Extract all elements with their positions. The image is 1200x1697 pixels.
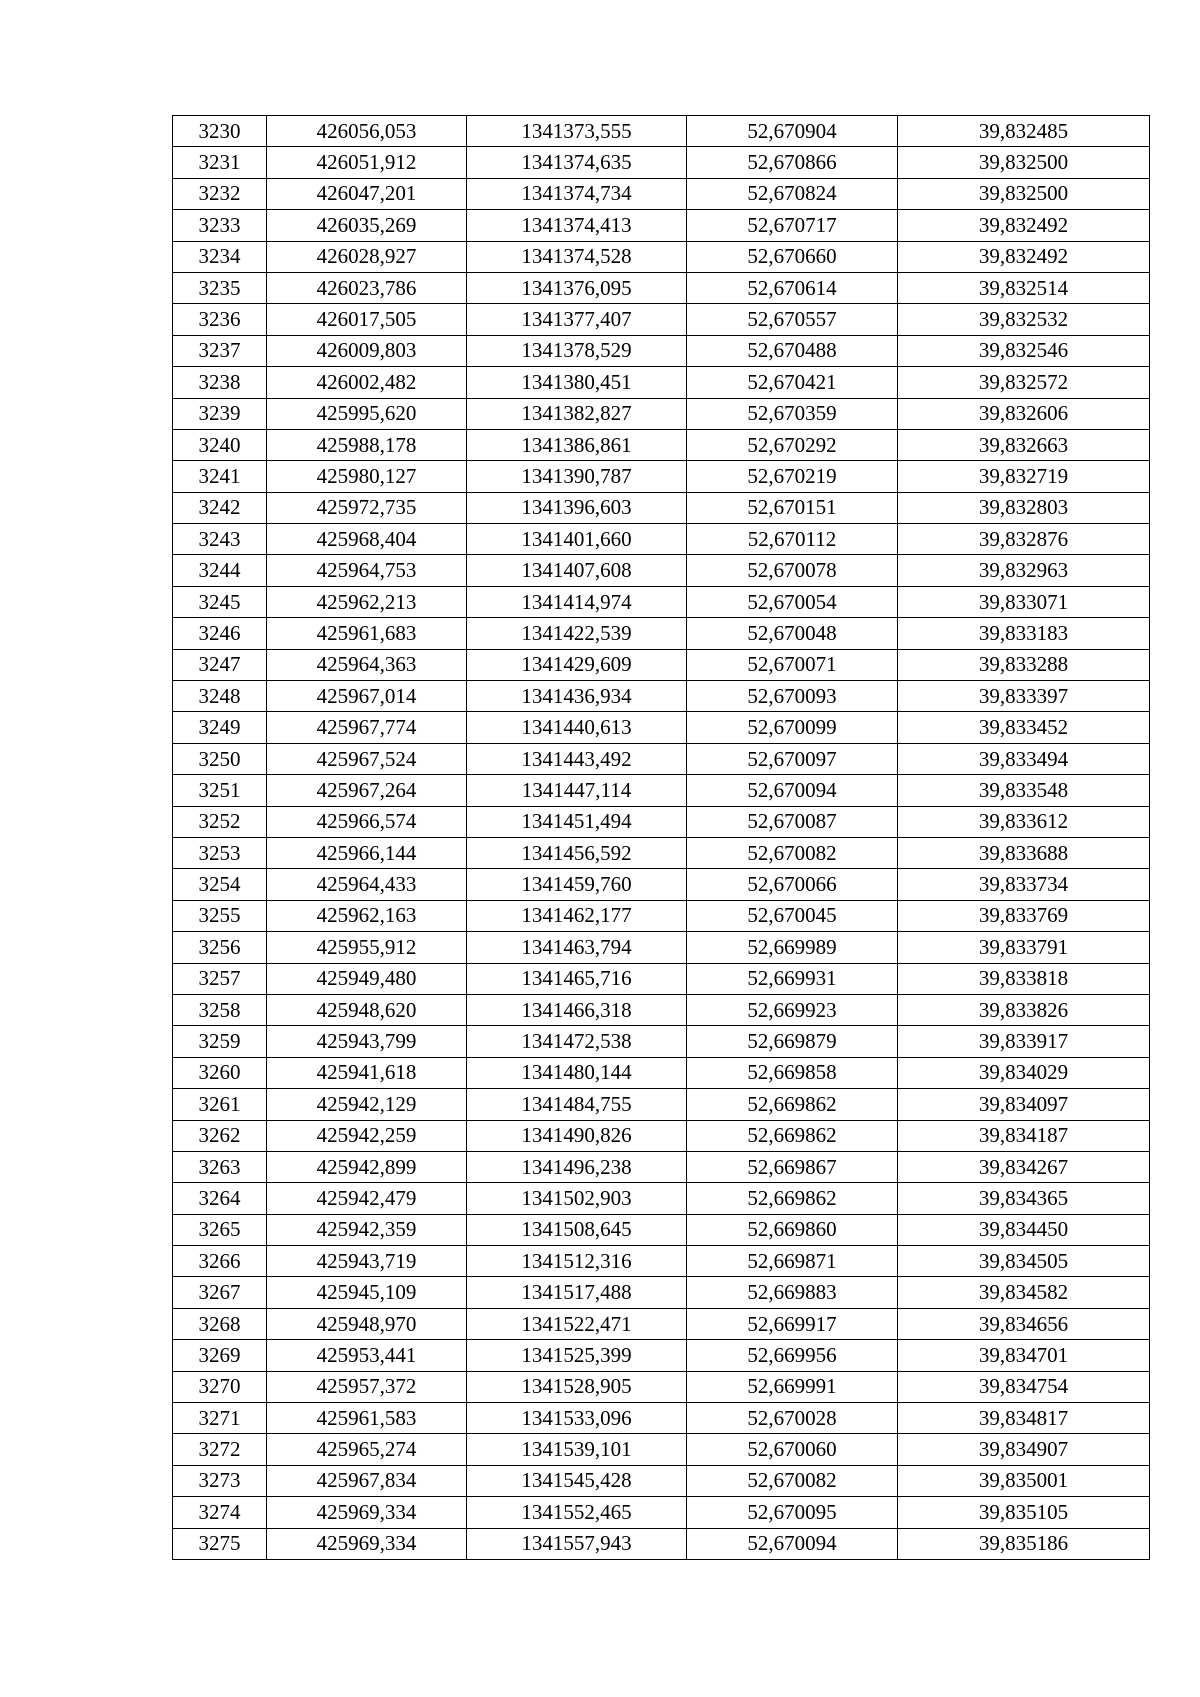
y-coordinate-cell: 1341443,492 [467,743,687,774]
y-coordinate-cell: 1341380,451 [467,367,687,398]
longitude-cell: 39,833288 [898,649,1150,680]
latitude-cell: 52,670099 [687,712,898,743]
y-coordinate-cell: 1341390,787 [467,461,687,492]
point-number-cell: 3262 [173,1120,267,1151]
longitude-cell: 39,835105 [898,1497,1150,1528]
latitude-cell: 52,670359 [687,398,898,429]
x-coordinate-cell: 425949,480 [267,963,467,994]
point-number-cell: 3241 [173,461,267,492]
table-row [173,178,1150,209]
x-coordinate-cell: 425966,574 [267,806,467,837]
longitude-cell: 39,834754 [898,1371,1150,1402]
table-row [173,900,1150,931]
latitude-cell: 52,669991 [687,1371,898,1402]
x-coordinate-cell: 425941,618 [267,1057,467,1088]
x-coordinate-cell: 425948,620 [267,994,467,1025]
longitude-cell: 39,834097 [898,1089,1150,1120]
table-row [173,649,1150,680]
table-row [173,1120,1150,1151]
longitude-cell: 39,834817 [898,1403,1150,1434]
latitude-cell: 52,669867 [687,1151,898,1182]
y-coordinate-cell: 1341502,903 [467,1183,687,1214]
latitude-cell: 52,670048 [687,618,898,649]
table-row [173,367,1150,398]
x-coordinate-cell: 425988,178 [267,429,467,460]
longitude-cell: 39,834365 [898,1183,1150,1214]
point-number-cell: 3274 [173,1497,267,1528]
table-row [173,524,1150,555]
point-number-cell: 3270 [173,1371,267,1402]
latitude-cell: 52,670866 [687,147,898,178]
longitude-cell: 39,833769 [898,900,1150,931]
y-coordinate-cell: 1341517,488 [467,1277,687,1308]
x-coordinate-cell: 426002,482 [267,367,467,398]
table-row [173,210,1150,241]
point-number-cell: 3232 [173,178,267,209]
latitude-cell: 52,670082 [687,1465,898,1496]
x-coordinate-cell: 425961,683 [267,618,467,649]
longitude-cell: 39,833734 [898,869,1150,900]
point-number-cell: 3242 [173,492,267,523]
y-coordinate-cell: 1341373,555 [467,116,687,147]
y-coordinate-cell: 1341490,826 [467,1120,687,1151]
longitude-cell: 39,832876 [898,524,1150,555]
y-coordinate-cell: 1341552,465 [467,1497,687,1528]
y-coordinate-cell: 1341484,755 [467,1089,687,1120]
y-coordinate-cell: 1341539,101 [467,1434,687,1465]
latitude-cell: 52,670614 [687,272,898,303]
longitude-cell: 39,834450 [898,1214,1150,1245]
latitude-cell: 52,670219 [687,461,898,492]
longitude-cell: 39,832500 [898,178,1150,209]
longitude-cell: 39,834029 [898,1057,1150,1088]
point-number-cell: 3267 [173,1277,267,1308]
table-row [173,1465,1150,1496]
x-coordinate-cell: 425967,524 [267,743,467,774]
table-row [173,1277,1150,1308]
point-number-cell: 3265 [173,1214,267,1245]
latitude-cell: 52,670078 [687,555,898,586]
latitude-cell: 52,670060 [687,1434,898,1465]
table-row [173,869,1150,900]
point-number-cell: 3248 [173,681,267,712]
table-row [173,963,1150,994]
y-coordinate-cell: 1341463,794 [467,932,687,963]
x-coordinate-cell: 425962,213 [267,586,467,617]
table-row [173,398,1150,429]
y-coordinate-cell: 1341429,609 [467,649,687,680]
point-number-cell: 3252 [173,806,267,837]
table-row [173,1057,1150,1088]
x-coordinate-cell: 426035,269 [267,210,467,241]
longitude-cell: 39,832719 [898,461,1150,492]
y-coordinate-cell: 1341374,734 [467,178,687,209]
latitude-cell: 52,670071 [687,649,898,680]
longitude-cell: 39,834505 [898,1246,1150,1277]
point-number-cell: 3234 [173,241,267,272]
y-coordinate-cell: 1341522,471 [467,1308,687,1339]
table-row [173,1308,1150,1339]
x-coordinate-cell: 425943,719 [267,1246,467,1277]
y-coordinate-cell: 1341508,645 [467,1214,687,1245]
y-coordinate-cell: 1341528,905 [467,1371,687,1402]
y-coordinate-cell: 1341382,827 [467,398,687,429]
table-row [173,1151,1150,1182]
y-coordinate-cell: 1341376,095 [467,272,687,303]
x-coordinate-cell: 425964,363 [267,649,467,680]
point-number-cell: 3235 [173,272,267,303]
longitude-cell: 39,833548 [898,775,1150,806]
table-row [173,586,1150,617]
longitude-cell: 39,832572 [898,367,1150,398]
latitude-cell: 52,670824 [687,178,898,209]
y-coordinate-cell: 1341447,114 [467,775,687,806]
latitude-cell: 52,669858 [687,1057,898,1088]
latitude-cell: 52,670557 [687,304,898,335]
latitude-cell: 52,669989 [687,932,898,963]
x-coordinate-cell: 425995,620 [267,398,467,429]
longitude-cell: 39,832514 [898,272,1150,303]
x-coordinate-cell: 425948,970 [267,1308,467,1339]
table-row [173,712,1150,743]
table-row [173,1340,1150,1371]
point-number-cell: 3238 [173,367,267,398]
longitude-cell: 39,832532 [898,304,1150,335]
x-coordinate-cell: 426056,053 [267,116,467,147]
y-coordinate-cell: 1341401,660 [467,524,687,555]
table-row [173,1497,1150,1528]
latitude-cell: 52,670097 [687,743,898,774]
table-row [173,994,1150,1025]
y-coordinate-cell: 1341456,592 [467,837,687,868]
y-coordinate-cell: 1341533,096 [467,1403,687,1434]
x-coordinate-cell: 426051,912 [267,147,467,178]
table-row [173,837,1150,868]
point-number-cell: 3264 [173,1183,267,1214]
point-number-cell: 3266 [173,1246,267,1277]
coordinates-table-body [173,116,1150,1560]
latitude-cell: 52,669879 [687,1026,898,1057]
y-coordinate-cell: 1341377,407 [467,304,687,335]
table-row [173,1528,1150,1559]
x-coordinate-cell: 425969,334 [267,1528,467,1559]
x-coordinate-cell: 425964,433 [267,869,467,900]
longitude-cell: 39,833818 [898,963,1150,994]
point-number-cell: 3251 [173,775,267,806]
table-row [173,147,1150,178]
point-number-cell: 3253 [173,837,267,868]
point-number-cell: 3258 [173,994,267,1025]
point-number-cell: 3269 [173,1340,267,1371]
longitude-cell: 39,832500 [898,147,1150,178]
y-coordinate-cell: 1341459,760 [467,869,687,900]
point-number-cell: 3231 [173,147,267,178]
longitude-cell: 39,832663 [898,429,1150,460]
table-row [173,1246,1150,1277]
x-coordinate-cell: 425964,753 [267,555,467,586]
table-row [173,241,1150,272]
x-coordinate-cell: 425967,834 [267,1465,467,1496]
point-number-cell: 3273 [173,1465,267,1496]
y-coordinate-cell: 1341451,494 [467,806,687,837]
table-row [173,492,1150,523]
point-number-cell: 3250 [173,743,267,774]
x-coordinate-cell: 425953,441 [267,1340,467,1371]
y-coordinate-cell: 1341407,608 [467,555,687,586]
table-row [173,1026,1150,1057]
point-number-cell: 3255 [173,900,267,931]
table-row [173,1434,1150,1465]
y-coordinate-cell: 1341378,529 [467,335,687,366]
x-coordinate-cell: 425942,359 [267,1214,467,1245]
longitude-cell: 39,832492 [898,241,1150,272]
latitude-cell: 52,670095 [687,1497,898,1528]
longitude-cell: 39,835186 [898,1528,1150,1559]
x-coordinate-cell: 425942,259 [267,1120,467,1151]
point-number-cell: 3259 [173,1026,267,1057]
y-coordinate-cell: 1341512,316 [467,1246,687,1277]
point-number-cell: 3263 [173,1151,267,1182]
latitude-cell: 52,669931 [687,963,898,994]
latitude-cell: 52,669860 [687,1214,898,1245]
table-row [173,1403,1150,1434]
y-coordinate-cell: 1341480,144 [467,1057,687,1088]
x-coordinate-cell: 425955,912 [267,932,467,963]
point-number-cell: 3268 [173,1308,267,1339]
latitude-cell: 52,670151 [687,492,898,523]
longitude-cell: 39,832606 [898,398,1150,429]
point-number-cell: 3272 [173,1434,267,1465]
latitude-cell: 52,669862 [687,1120,898,1151]
table-row [173,116,1150,147]
point-number-cell: 3233 [173,210,267,241]
x-coordinate-cell: 425961,583 [267,1403,467,1434]
y-coordinate-cell: 1341462,177 [467,900,687,931]
x-coordinate-cell: 425945,109 [267,1277,467,1308]
y-coordinate-cell: 1341545,428 [467,1465,687,1496]
x-coordinate-cell: 425967,014 [267,681,467,712]
longitude-cell: 39,834582 [898,1277,1150,1308]
point-number-cell: 3254 [173,869,267,900]
x-coordinate-cell: 425966,144 [267,837,467,868]
latitude-cell: 52,670094 [687,775,898,806]
longitude-cell: 39,832492 [898,210,1150,241]
y-coordinate-cell: 1341465,716 [467,963,687,994]
longitude-cell: 39,832803 [898,492,1150,523]
x-coordinate-cell: 425969,334 [267,1497,467,1528]
longitude-cell: 39,834701 [898,1340,1150,1371]
x-coordinate-cell: 426023,786 [267,272,467,303]
table-row [173,806,1150,837]
latitude-cell: 52,670717 [687,210,898,241]
longitude-cell: 39,834907 [898,1434,1150,1465]
x-coordinate-cell: 426017,505 [267,304,467,335]
latitude-cell: 52,669956 [687,1340,898,1371]
table-row [173,932,1150,963]
y-coordinate-cell: 1341422,539 [467,618,687,649]
latitude-cell: 52,669862 [687,1183,898,1214]
latitude-cell: 52,670054 [687,586,898,617]
point-number-cell: 3230 [173,116,267,147]
x-coordinate-cell: 425967,774 [267,712,467,743]
latitude-cell: 52,670112 [687,524,898,555]
point-number-cell: 3246 [173,618,267,649]
x-coordinate-cell: 425965,274 [267,1434,467,1465]
latitude-cell: 52,670421 [687,367,898,398]
point-number-cell: 3257 [173,963,267,994]
y-coordinate-cell: 1341396,603 [467,492,687,523]
longitude-cell: 39,835001 [898,1465,1150,1496]
latitude-cell: 52,670292 [687,429,898,460]
point-number-cell: 3236 [173,304,267,335]
longitude-cell: 39,833826 [898,994,1150,1025]
y-coordinate-cell: 1341496,238 [467,1151,687,1182]
longitude-cell: 39,834267 [898,1151,1150,1182]
table-row [173,335,1150,366]
point-number-cell: 3261 [173,1089,267,1120]
point-number-cell: 3260 [173,1057,267,1088]
table-row [173,1371,1150,1402]
longitude-cell: 39,833494 [898,743,1150,774]
y-coordinate-cell: 1341374,635 [467,147,687,178]
x-coordinate-cell: 425957,372 [267,1371,467,1402]
y-coordinate-cell: 1341386,861 [467,429,687,460]
latitude-cell: 52,670045 [687,900,898,931]
x-coordinate-cell: 425943,799 [267,1026,467,1057]
latitude-cell: 52,670028 [687,1403,898,1434]
longitude-cell: 39,833071 [898,586,1150,617]
point-number-cell: 3240 [173,429,267,460]
y-coordinate-cell: 1341472,538 [467,1026,687,1057]
point-number-cell: 3271 [173,1403,267,1434]
table-row [173,461,1150,492]
longitude-cell: 39,833688 [898,837,1150,868]
table-row [173,743,1150,774]
coordinates-table [172,115,1150,1560]
x-coordinate-cell: 425942,479 [267,1183,467,1214]
table-row [173,429,1150,460]
latitude-cell: 52,670093 [687,681,898,712]
point-number-cell: 3244 [173,555,267,586]
y-coordinate-cell: 1341557,943 [467,1528,687,1559]
longitude-cell: 39,832546 [898,335,1150,366]
latitude-cell: 52,670094 [687,1528,898,1559]
x-coordinate-cell: 425968,404 [267,524,467,555]
point-number-cell: 3275 [173,1528,267,1559]
latitude-cell: 52,669871 [687,1246,898,1277]
x-coordinate-cell: 426028,927 [267,241,467,272]
y-coordinate-cell: 1341440,613 [467,712,687,743]
table-row [173,618,1150,649]
point-number-cell: 3256 [173,932,267,963]
point-number-cell: 3237 [173,335,267,366]
longitude-cell: 39,834187 [898,1120,1150,1151]
point-number-cell: 3247 [173,649,267,680]
longitude-cell: 39,833917 [898,1026,1150,1057]
y-coordinate-cell: 1341374,413 [467,210,687,241]
longitude-cell: 39,833452 [898,712,1150,743]
latitude-cell: 52,670087 [687,806,898,837]
longitude-cell: 39,832485 [898,116,1150,147]
x-coordinate-cell: 425962,163 [267,900,467,931]
table-row [173,681,1150,712]
latitude-cell: 52,669923 [687,994,898,1025]
table-row [173,304,1150,335]
latitude-cell: 52,670082 [687,837,898,868]
table-row [173,775,1150,806]
latitude-cell: 52,670904 [687,116,898,147]
y-coordinate-cell: 1341374,528 [467,241,687,272]
x-coordinate-cell: 426047,201 [267,178,467,209]
x-coordinate-cell: 425942,899 [267,1151,467,1182]
longitude-cell: 39,833612 [898,806,1150,837]
y-coordinate-cell: 1341466,318 [467,994,687,1025]
point-number-cell: 3243 [173,524,267,555]
table-row [173,555,1150,586]
point-number-cell: 3245 [173,586,267,617]
latitude-cell: 52,670066 [687,869,898,900]
x-coordinate-cell: 426009,803 [267,335,467,366]
latitude-cell: 52,670660 [687,241,898,272]
longitude-cell: 39,833397 [898,681,1150,712]
longitude-cell: 39,833791 [898,932,1150,963]
table-row [173,1214,1150,1245]
latitude-cell: 52,669917 [687,1308,898,1339]
x-coordinate-cell: 425942,129 [267,1089,467,1120]
longitude-cell: 39,832963 [898,555,1150,586]
longitude-cell: 39,834656 [898,1308,1150,1339]
x-coordinate-cell: 425980,127 [267,461,467,492]
point-number-cell: 3249 [173,712,267,743]
latitude-cell: 52,669883 [687,1277,898,1308]
y-coordinate-cell: 1341436,934 [467,681,687,712]
table-row [173,1089,1150,1120]
table-row [173,1183,1150,1214]
y-coordinate-cell: 1341414,974 [467,586,687,617]
table-row [173,272,1150,303]
latitude-cell: 52,669862 [687,1089,898,1120]
point-number-cell: 3239 [173,398,267,429]
longitude-cell: 39,833183 [898,618,1150,649]
y-coordinate-cell: 1341525,399 [467,1340,687,1371]
x-coordinate-cell: 425972,735 [267,492,467,523]
latitude-cell: 52,670488 [687,335,898,366]
x-coordinate-cell: 425967,264 [267,775,467,806]
